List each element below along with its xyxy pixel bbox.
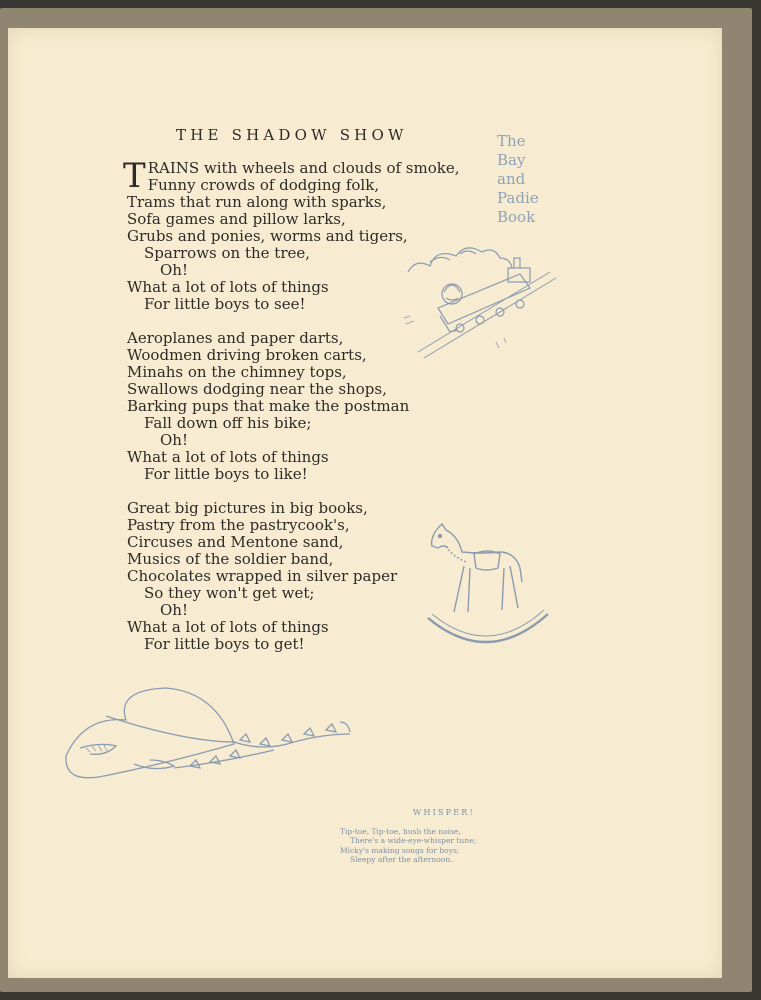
whisper-line: Tip-toe, Tip-toe, hush the noise,: [340, 826, 461, 836]
whisper-verse: [340, 808, 540, 865]
side-title-line: Padie: [497, 189, 539, 207]
poem-line: Minahs on the chimney tops,: [127, 363, 347, 381]
poem-line: Woodmen driving broken carts,: [127, 346, 367, 364]
kite-illustration: [60, 682, 360, 792]
poem-line: What a lot of lots of things: [127, 278, 329, 296]
poem-line: Sofa games and pillow larks,: [127, 210, 346, 228]
poem-line: Oh!: [160, 261, 188, 279]
train-illustration: [400, 232, 560, 362]
poem-line: Grubs and ponies, worms and tigers,: [127, 227, 408, 245]
whisper-line: Sleepy after the afternoon.: [350, 855, 453, 864]
poem-line: Sparrows on the tree,: [144, 244, 311, 262]
poem-line: So they won't get wet;: [144, 584, 315, 602]
side-title-line: The: [497, 132, 526, 150]
poem-line: What a lot of lots of things: [127, 448, 329, 466]
whisper-title: WHISPER!: [413, 808, 475, 817]
rocking-horse-illustration: [424, 522, 554, 652]
page-title: THE SHADOW SHOW: [176, 126, 408, 144]
drop-cap: T: [123, 156, 146, 196]
poem-line: Barking pups that make the postman: [127, 397, 410, 415]
side-book-title: [497, 132, 557, 227]
poem-line: Trams that run along with sparks,: [127, 193, 387, 211]
poem-line: What a lot of lots of things: [127, 618, 329, 636]
poem-line: Funny crowds of dodging folk,: [147, 176, 380, 194]
poem-line: Pastry from the pastrycook's,: [127, 516, 350, 534]
poem-line: Swallows dodging near the shops,: [127, 380, 387, 398]
poem-line: Aeroplanes and paper darts,: [127, 329, 344, 347]
poem-line-text: RAINS with wheels and clouds of smoke,: [147, 159, 460, 177]
poem-line: Musics of the soldier band,: [127, 550, 334, 568]
whisper-line: Micky's making songs for boys;: [340, 845, 460, 855]
side-title-line: and: [497, 170, 526, 188]
poem-line: For little boys to like!: [144, 465, 308, 483]
poem-line: For little boys to see!: [144, 295, 306, 313]
poem-line: Oh!: [160, 601, 188, 619]
poem-line: Oh!: [160, 431, 188, 449]
poem-line: Chocolates wrapped in silver paper: [127, 567, 398, 585]
poem-line: Circuses and Mentone sand,: [127, 533, 344, 551]
poem-line: For little boys to get!: [144, 635, 305, 653]
whisper-line: There's a wide-eye-whisper tune;: [350, 836, 477, 845]
poem-line: Fall down off his bike;: [144, 414, 312, 432]
side-title-line: Book: [497, 208, 536, 226]
poem-line: Great big pictures in big books,: [127, 499, 368, 517]
side-title-line: Bay: [497, 151, 526, 169]
